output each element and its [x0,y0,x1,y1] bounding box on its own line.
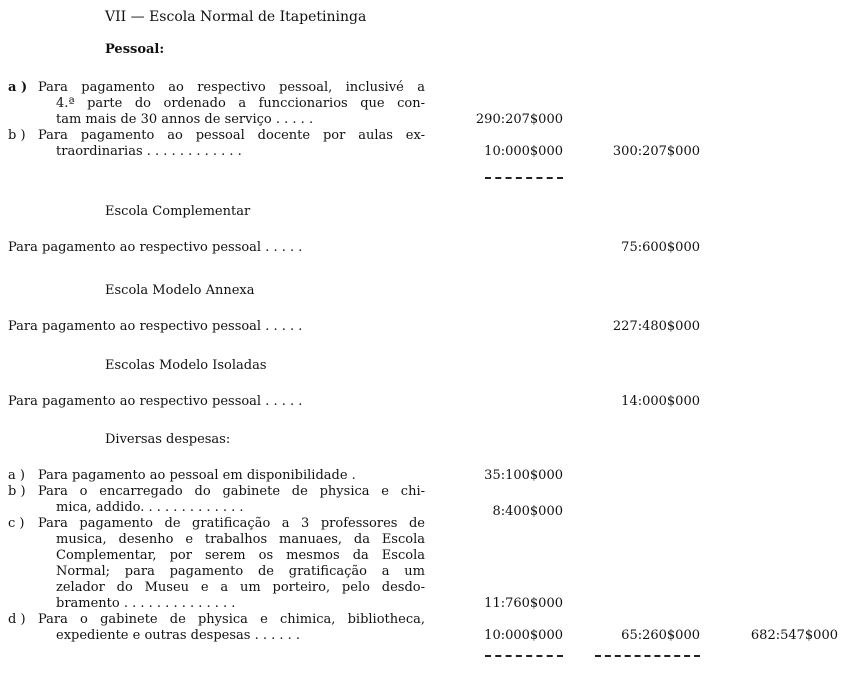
subtotal: 65:260$000 [621,628,700,643]
item-line: Para pagamento de gratificação a 3 professores de [38,516,425,531]
grand-total: 682:547$000 [750,628,838,643]
item-line: Para pagamento ao respectivo pessoal . . . . . [8,240,303,255]
item-line: Para o encarregado do gabinete de physica e chi- [38,484,425,499]
sum-rule [595,655,700,657]
subtotal: 300:207$000 [612,144,700,159]
item-label: b ) [8,128,26,143]
amount: 227:480$000 [612,319,700,334]
item-line: Para pagamento ao pessoal docente por aulas ex- [38,128,425,143]
item-line: musica, desenho e trabalhos manuaes, da Escola [56,532,425,547]
amount: 11:760$000 [484,596,563,611]
item-line: zelador do Museu e a um porteiro, pelo desdo- [56,580,425,595]
sum-rule [485,177,563,179]
item-line: Para o gabinete de physica e chimica, bibliotheca, [38,612,425,627]
item-line: Complementar, por serem os mesmos da Escola [56,548,425,563]
amount: 10:000$000 [484,628,563,643]
complementar-heading: Escola Complementar [105,204,251,219]
item-line: Para pagamento ao respectivo pessoal, inclusivé a [38,80,425,95]
amount: 35:100$000 [484,468,563,483]
item-line: Para pagamento ao respectivo pessoal . . . . . [8,394,303,409]
amount: 8:400$000 [492,504,563,519]
sum-rule [485,655,563,657]
item-label: b ) [8,484,26,499]
pessoal-heading: Pessoal: [105,42,165,57]
amount: 14:000$000 [621,394,700,409]
item-label: a ) [8,80,28,95]
diversas-heading: Diversas despesas: [105,432,231,447]
item-line: traordinarias . . . . . . . . . . . . [56,144,242,159]
item-label: a ) [8,468,25,483]
item-line: bramento . . . . . . . . . . . . . . [56,596,236,611]
section-title: VII — Escola Normal de Itapetininga [105,9,367,25]
item-line: tam mais de 30 annos de serviço . . . . . [56,112,314,127]
item-line: Para pagamento ao pessoal em disponibilidade . [38,468,356,483]
amount: 10:000$000 [484,144,563,159]
amount: 75:600$000 [621,240,700,255]
modelo-annexa-heading: Escola Modelo Annexa [105,283,255,298]
item-line: 4.ª parte do ordenado a funccionarios que con- [56,96,425,111]
item-line: Para pagamento ao respectivo pessoal . . . . . [8,319,303,334]
modelo-isoladas-heading: Escolas Modelo Isoladas [105,358,267,373]
item-line: Normal; para pagamento de gratificação a um [56,564,425,579]
item-label: d ) [8,612,26,627]
amount: 290:207$000 [475,112,563,127]
item-line: mica, addido. . . . . . . . . . . . . [56,500,244,515]
item-line: expediente e outras despesas . . . . . . [56,628,301,643]
item-label: c ) [8,516,25,531]
